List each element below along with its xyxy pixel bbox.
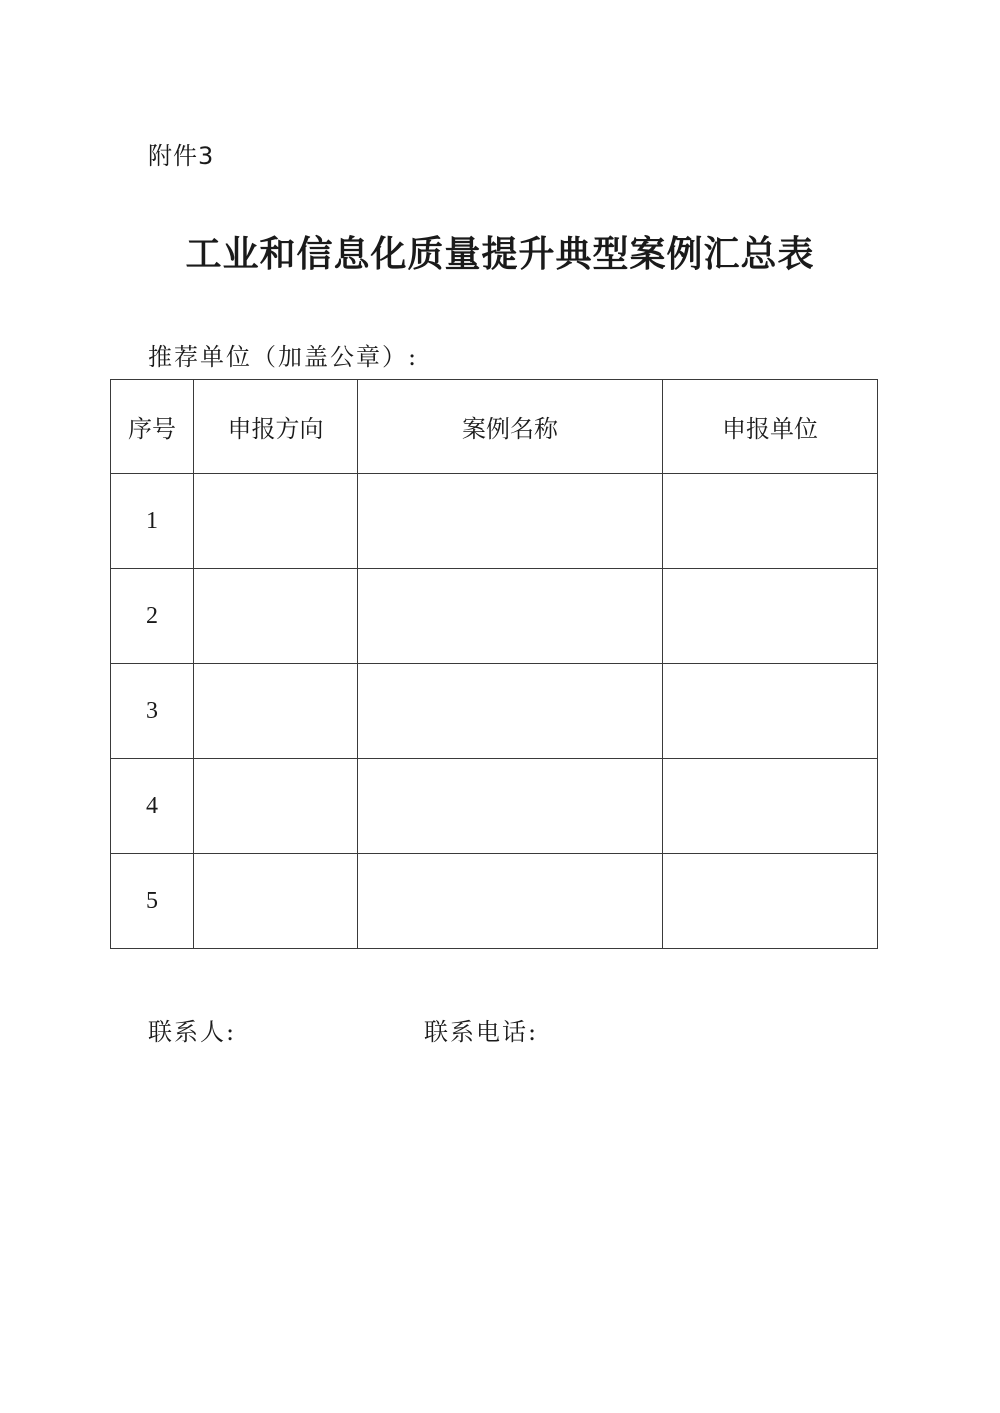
- unit-cell[interactable]: [663, 854, 878, 949]
- unit-cell[interactable]: [663, 474, 878, 569]
- unit-cell[interactable]: [663, 664, 878, 759]
- recommend-unit-label: 推荐单位（加盖公章）:: [148, 343, 419, 371]
- table-row: [111, 664, 878, 759]
- direction-cell[interactable]: [194, 474, 358, 569]
- table-row: [111, 759, 878, 854]
- table-row: [111, 569, 878, 664]
- table-row: [111, 474, 878, 569]
- table-header-row: [111, 380, 878, 474]
- case-name-cell[interactable]: [358, 569, 663, 664]
- row-index-cell: 1: [111, 474, 194, 569]
- row-index-cell: 2: [111, 569, 194, 664]
- case-name-cell[interactable]: [358, 474, 663, 569]
- contact-person-label: 联系人:: [148, 1018, 237, 1046]
- table-row: [111, 854, 878, 949]
- direction-cell[interactable]: [194, 759, 358, 854]
- header-case-name: 案例名称: [358, 380, 663, 474]
- document-title: 工业和信息化质量提升典型案例汇总表: [185, 233, 815, 275]
- row-index-cell: 3: [111, 664, 194, 759]
- attachment-label: 附件3: [148, 142, 215, 170]
- unit-cell[interactable]: [663, 759, 878, 854]
- case-name-cell[interactable]: [358, 759, 663, 854]
- direction-cell[interactable]: [194, 854, 358, 949]
- case-name-cell[interactable]: [358, 664, 663, 759]
- direction-cell[interactable]: [194, 664, 358, 759]
- header-unit: 申报单位: [663, 380, 878, 474]
- case-name-cell[interactable]: [358, 854, 663, 949]
- row-index-cell: 5: [111, 854, 194, 949]
- header-direction: 申报方向: [194, 380, 358, 474]
- direction-cell[interactable]: [194, 569, 358, 664]
- unit-cell[interactable]: [663, 569, 878, 664]
- case-summary-table: [110, 379, 878, 949]
- header-index: 序号: [111, 380, 194, 474]
- row-index-cell: 4: [111, 759, 194, 854]
- contact-phone-label: 联系电话:: [424, 1018, 539, 1046]
